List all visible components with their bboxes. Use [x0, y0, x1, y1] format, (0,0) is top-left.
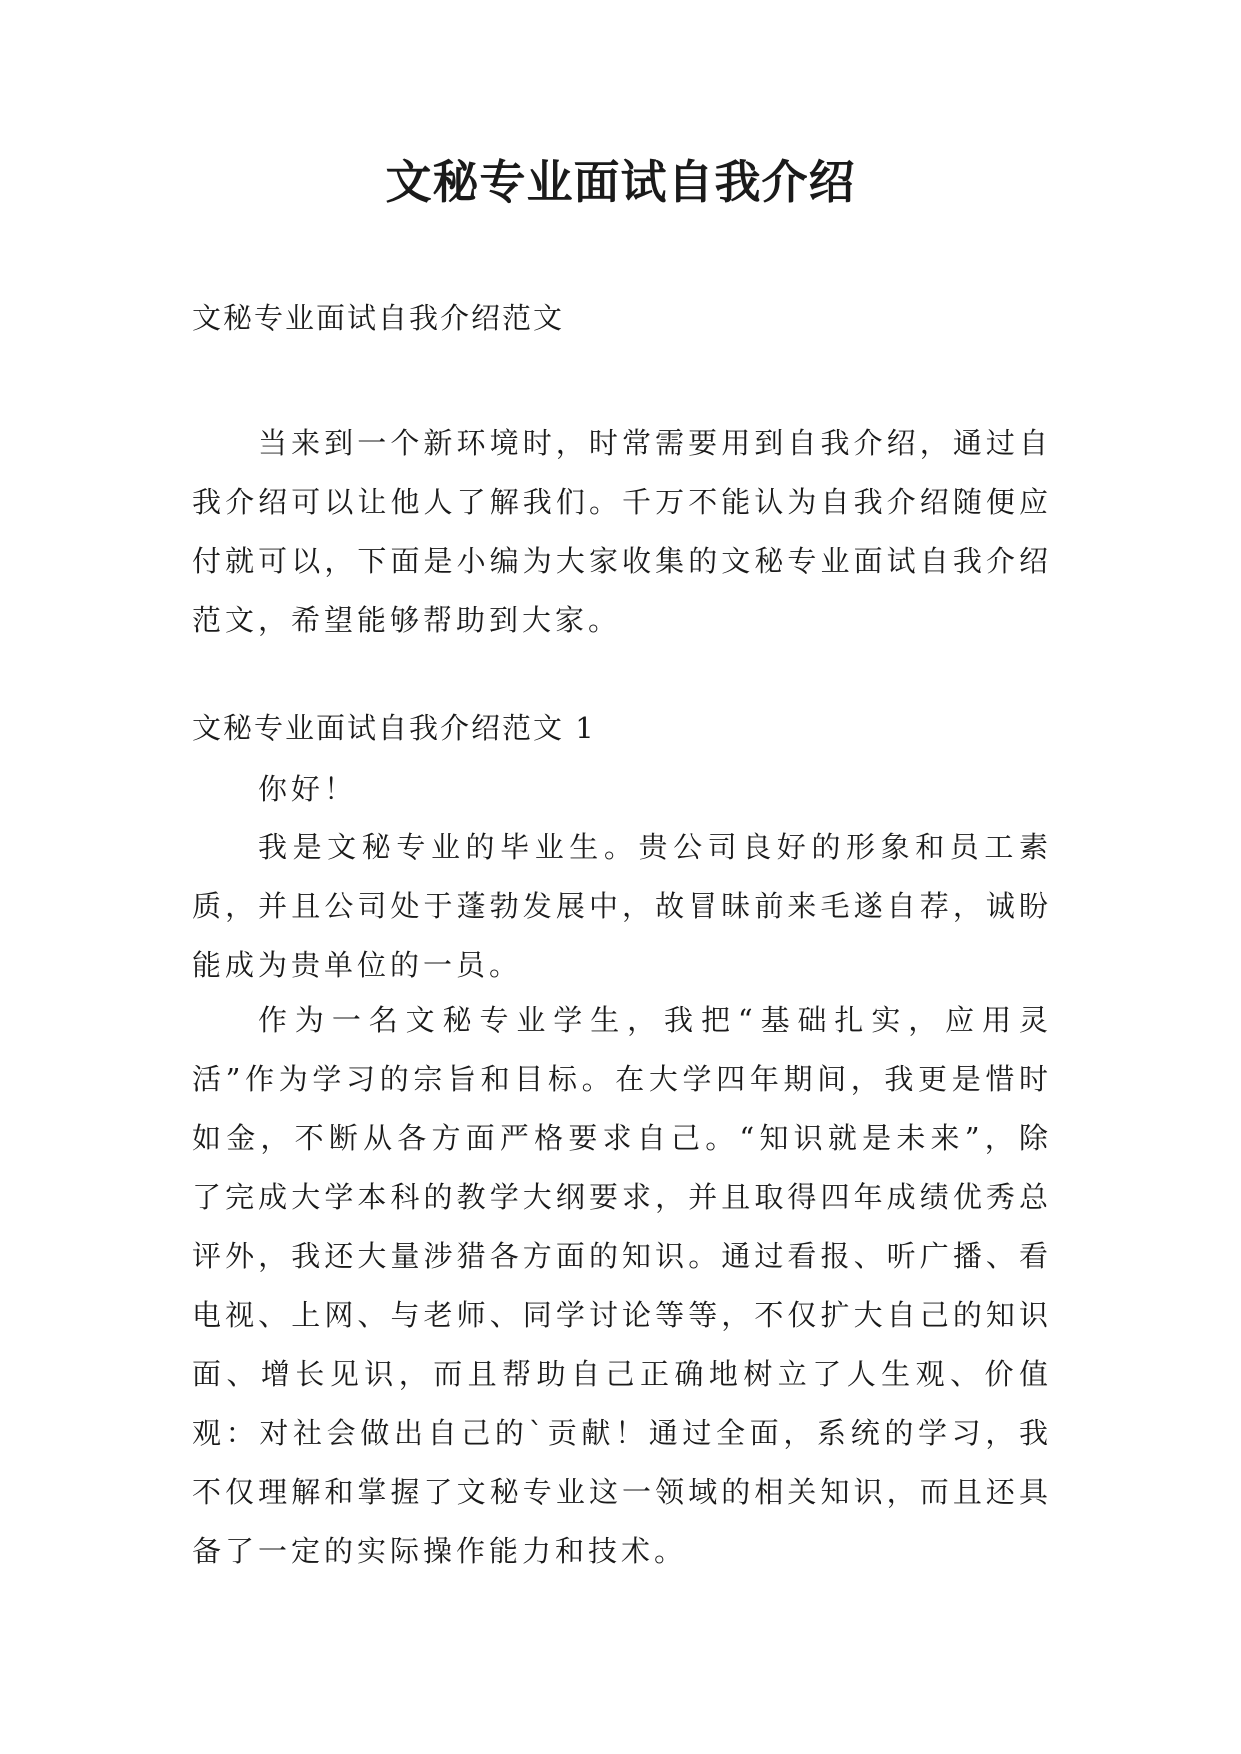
greeting-paragraph: 你好！ — [258, 772, 358, 806]
document-subtitle: 文秘专业面试自我介绍范文 — [192, 301, 565, 335]
document-title: 文秘专业面试自我介绍 — [385, 155, 856, 209]
section-heading: 文秘专业面试自我介绍范文 1 — [192, 711, 596, 745]
intro-paragraph: 当来到一个新环境时，时常需要用到自我介绍，通过自我介绍可以让他人了解我们。千万不能认为自我介绍随便应付就可以，下面是小编为大家收集的文秘专业面试自我介绍范文，希望能够帮助到大家。 — [192, 426, 1052, 637]
body-paragraph-2: 作为一名文秘专业学生，我把“基础扎实，应用灵活”作为学习的宗旨和目标。在大学四年期间，我更是惜时如金，不断从各方面严格要求自己。“知识就是未来”，除了完成大学本科的教学大纲要求，并且取得四年成绩优秀总评外，我还大量涉猎各方面的知识。通过看报、听广播、看电视、上网、与老师、同学讨论等等，不仅扩大自己的知识面、增长见识，而且帮助自己正确地树立了人生观、价值观：对社会做出自己的`贡献！通过全面，系统的学习，我不仅理解和掌握了文秘专业这一领域的相关知识，而且还具备了一定的实际操作能力和技术。 — [192, 1003, 1052, 1568]
body-paragraph-1: 我是文秘专业的毕业生。贵公司良好的形象和员工素质，并且公司处于蓬勃发展中，故冒昧前来毛遂自荐，诚盼能成为贵单位的一员。 — [192, 830, 1052, 982]
